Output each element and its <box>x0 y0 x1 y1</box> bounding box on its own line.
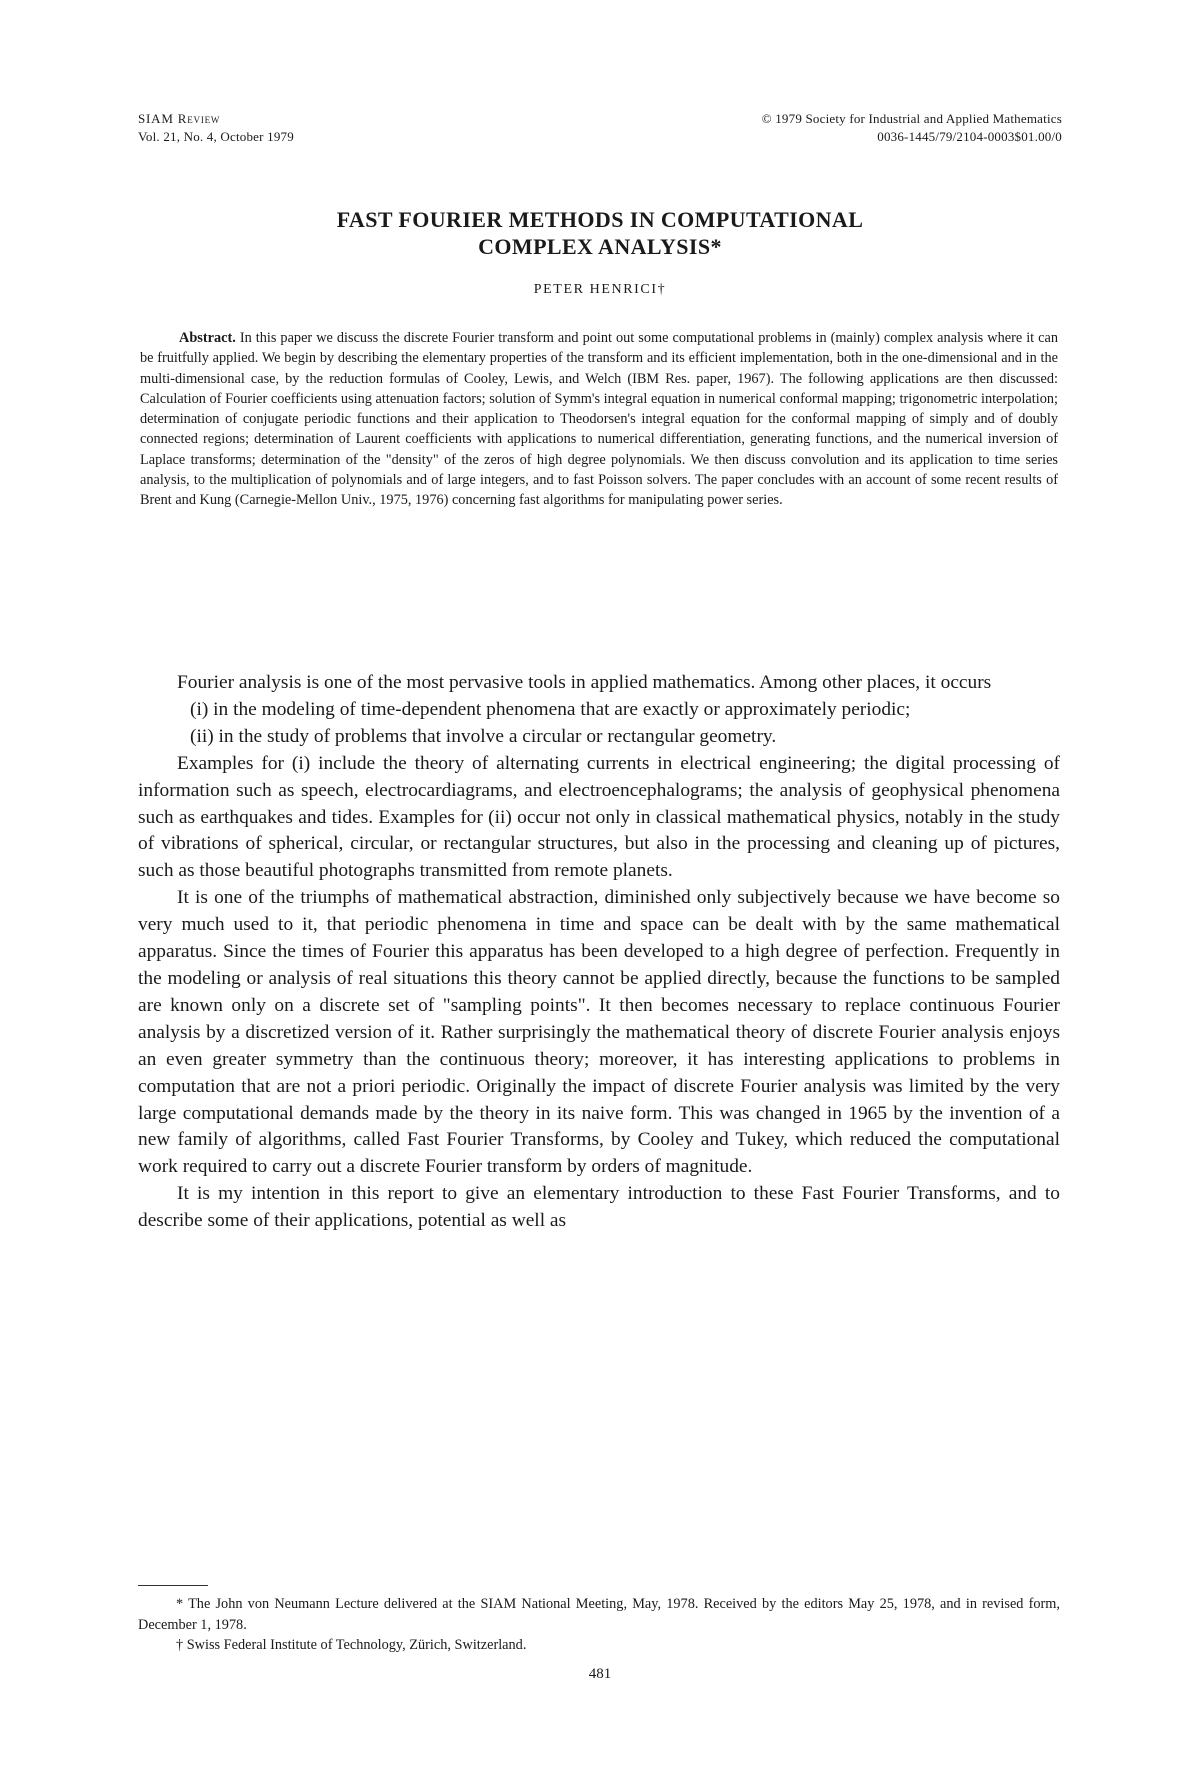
abstract <box>140 328 1058 511</box>
footnote-lecture: * The John von Neumann Lecture delivered at the SIAM National Meeting, May, 1978. Received by the editors May 25, 1978, and in revised form, December 1, 1978. <box>138 1596 1060 1633</box>
body-text <box>138 670 1060 1235</box>
paper-title <box>0 206 1200 260</box>
paragraph-4: It is my intention in this report to give an elementary introduction to these Fast Fourier Transforms, and to describe some of their applications, potential as well as <box>138 1183 1060 1232</box>
title-line-2: COMPLEX ANALYSIS* <box>478 234 722 259</box>
paragraph-1: Fourier analysis is one of the most pervasive tools in applied mathematics. Among other places, it occurs <box>177 672 992 693</box>
journal-name: SIAM Review <box>138 111 221 126</box>
author-name: PETER HENRICI† <box>533 282 667 297</box>
paragraph-3: It is one of the triumphs of mathematical abstraction, diminished only subjectively because we have become so very much used to it, that periodic phenomena in time and space can be dealt with by the same mathematical apparatus. Since the times of Fourier this apparatus has been developed to a high degree of perfection. Frequently in the modeling or analysis of real situations this theory cannot be applied directly, because the functions to be sampled are known only on a discrete set of "sampling points". It then becomes necessary to replace continuous Fourier analysis by a discretized version of it. Rather surprisingly the mathematical theory of discrete Fourier analysis enjoys an even greater symmetry than the continuous theory; moreover, it has interesting applications to problems in computation that are not a priori periodic. Originally the impact of discrete Fourier analysis was limited by the very large computational demands made by the theory in its naive form. This was changed in 1965 by the invention of a new family of algorithms, called Fast Fourier Transforms, by Cooley and Tukey, which reduced the computational work required to carry out a discrete Fourier transform by orders of magnitude. <box>138 887 1060 1178</box>
copyright-notice: © 1979 Society for Industrial and Applied Mathematics <box>761 111 1062 126</box>
volume-issue: Vol. 21, No. 4, October 1979 <box>138 129 294 144</box>
abstract-text: In this paper we discuss the discrete Fourier transform and point out some computational problems in (mainly) complex analysis where it can be fruitfully applied. We begin by describing the elementary properties of the transform and its efficient implementation, both in the one-dimensional and in the multi-dimensional case, by the reduction formulas of Cooley, Lewis, and Welch (IBM Res. paper, 1967). The following applications are then discussed: Calculation of Fourier coefficients using attenuation factors; solution of Symm's integral equation in numerical conformal mapping; trigonometric interpolation; determination of conjugate periodic functions and their application to Theodorsen's integral equation for the conformal mapping of simply and of doubly connected regions; determination of Laurent coefficients with applications to numerical differentiation, generating functions, and the numerical inversion of Laplace transforms; determination of the "density" of the zeros of high degree polynomials. We then discuss convolution and its application to time series analysis, to the multiplication of polynomials and of large integers, and to fast Poisson solvers. The paper concludes with an account of some recent results of Brent and Kung (Carnegie-Mellon Univ., 1975, 1976) concerning fast algorithms for manipulating power series. <box>140 330 1059 509</box>
article-code: 0036-1445/79/2104-0003$01.00/0 <box>877 129 1062 144</box>
title-line-1: FAST FOURIER METHODS IN COMPUTATIONAL <box>336 207 864 232</box>
running-header-right <box>762 110 1062 146</box>
paragraph-2: Examples for (i) include the theory of alternating currents in electrical engineering; the digital processing of information such as speech, electrocardiagrams, and electroencephalograms; the analysis of geophysical phenomena such as earthquakes and tides. Examples for (ii) occur not only in classical mathematical physics, notably in the study of vibrations of spherical, circular, or rectangular structures, but also in the processing and cleaning up of pictures, such as those beautiful photographs transmitted from remote planets. <box>138 752 1060 882</box>
running-header-left <box>138 110 294 146</box>
abstract-label: Abstract. <box>179 330 236 346</box>
list-item-ii: (ii) in the study of problems that involve a circular or rectangular geometry. <box>190 725 777 747</box>
footnotes <box>138 1594 1060 1656</box>
page-number: 481 <box>588 1666 612 1682</box>
footnote-affiliation: † Swiss Federal Institute of Technology, Zürich, Switzerland. <box>176 1637 527 1653</box>
footnote-divider <box>138 1585 208 1586</box>
list-item-i: (i) in the modeling of time-dependent phenomena that are exactly or approximately periodic; <box>190 698 911 720</box>
